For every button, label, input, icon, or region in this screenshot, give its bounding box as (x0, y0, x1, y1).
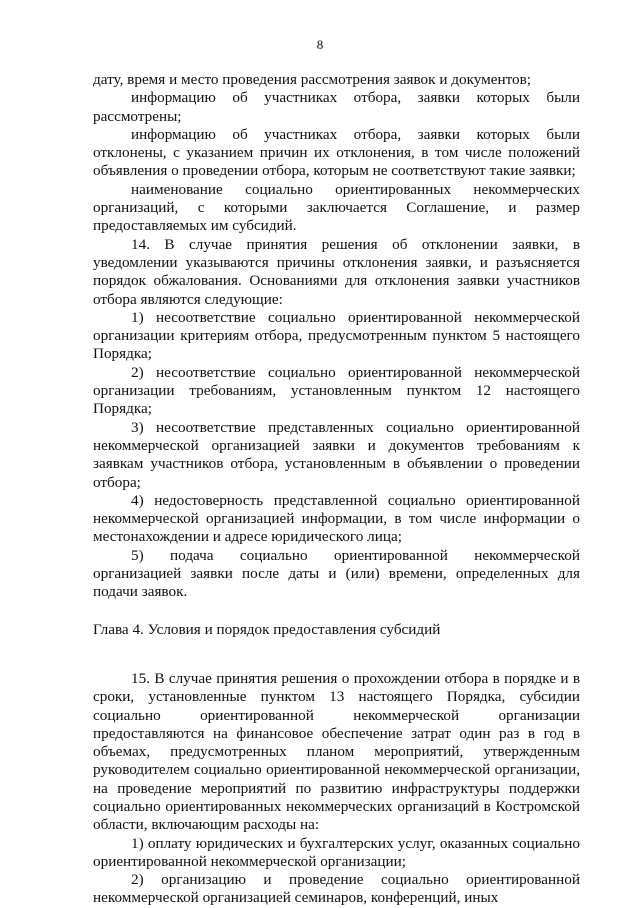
paragraph: 14. В случае принятия решения об отклонении заявки, в уведомлении указываются причины отклонения заявки, и разъясняется порядок обжалования. Основаниями для отклонения заявки участников отбора являются следующие: (93, 235, 580, 308)
paragraph: информацию об участниках отбора, заявки которых были отклонены, с указанием причин их отклонения, в том числе положений объявления о проведении отбора, которым не соответствуют такие заявки; (93, 125, 580, 180)
paragraph: 15. В случае принятия решения о прохождении отбора в порядке и в сроки, установленные пунктом 13 настоящего Порядка, субсидии социально ориентированной некоммерческой организации предоставляются на финансовое обеспечение затрат один раз в год в объемах, предусмотренных планом мероприятий, утвержденным руководителем социально ориентированной некоммерческой организации, на проведение мероприятий по развитию инфраструктуры поддержки социально ориентированных некоммерческих организаций в Костромской области, включающим расходы на: (93, 669, 580, 834)
chapter-title: Глава 4. Условия и порядок предоставления субсидий (93, 620, 441, 638)
paragraph: информацию об участниках отбора, заявки которых были рассмотрены; (93, 89, 580, 125)
list-item: 5) подача социально ориентированной некоммерческой организацией заявки после даты и (или) времени, определенных для подачи заявок. (93, 546, 580, 601)
list-item: 2) несоответствие социально ориентированной некоммерческой организации требованиям, установленным пунктом 12 настоящего Порядка; (93, 363, 580, 418)
list-item: 1) несоответствие социально ориентированной некоммерческой организации критериям отбора, предусмотренным пунктом 5 настоящего Порядка; (93, 308, 580, 363)
list-item: 3) несоответствие представленных социально ориентированной некоммерческой организацией заявки и документов требованиям к заявкам участников отбора, установленным в объявлении о проведении отбора; (93, 418, 580, 491)
list-item: 1) оплату юридических и бухгалтерских услуг, оказанных социально ориентированной некоммерческой организации; (93, 834, 580, 870)
list-item: 4) недостоверность представленной социально ориентированной некоммерческой организацией информации, в том числе информации о местонахождении и адресе юридического лица; (93, 491, 580, 546)
page-number: 8 (316, 37, 324, 52)
paragraph: дату, время и место проведения рассмотрения заявок и документов; (93, 71, 532, 88)
list-item: 2) организацию и проведение социально ориентированной некоммерческой организацией семинаров, конференций, иных (93, 871, 580, 907)
document-body (93, 71, 580, 908)
paragraph: наименование социально ориентированных некоммерческих организаций, с которыми заключается Соглашение, и размер предоставляемых им субсидий. (93, 180, 580, 235)
